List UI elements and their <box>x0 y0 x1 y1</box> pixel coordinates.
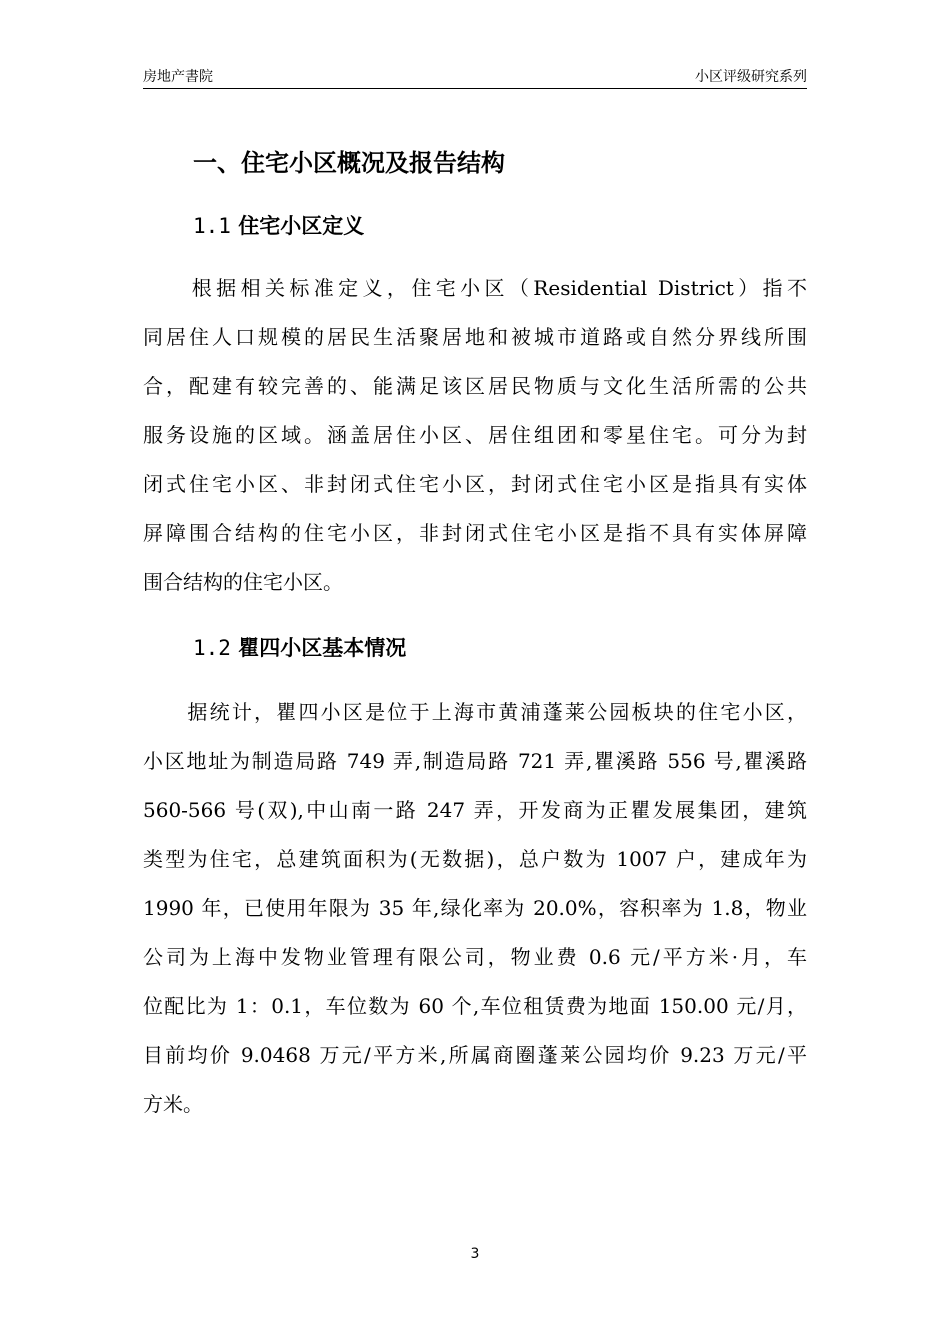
header-series: 小区评级研究系列 <box>695 69 807 85</box>
paragraph-line: 据统计，瞿四小区是位于上海市黄浦蓬莱公园板块的住宅小区， <box>143 700 807 724</box>
paragraph-line: 屏障围合结构的住宅小区，非封闭式住宅小区是指不具有实体屏障 <box>143 521 807 545</box>
paragraph-line: 位配比为 1：0.1，车位数为 60 个,车位租赁费为地面 150.00 元/月， <box>143 994 807 1018</box>
section-heading-text: 住宅小区定义 <box>238 214 365 238</box>
paragraph-line: 围合结构的住宅小区。 <box>143 570 343 594</box>
paragraph-line: 小区地址为制造局路 749 弄,制造局路 721 弄,瞿溪路 556 号,瞿溪路 <box>143 749 807 773</box>
paragraph-line: 类型为住宅，总建筑面积为(无数据)，总户数为 1007 户，建成年为 <box>143 847 807 871</box>
paragraph-line: 方米。 <box>143 1092 203 1116</box>
header-publisher: 房地产書院 <box>143 69 213 85</box>
section-title-1-2 <box>193 630 406 666</box>
paragraph-line: 同居住人口规模的居民生活聚居地和被城市道路或自然分界线所围 <box>143 325 807 349</box>
section-title-1-1 <box>193 208 364 244</box>
section-number: 1.2 <box>193 636 231 660</box>
section-number: 1.1 <box>193 214 231 238</box>
paragraph-line: 服务设施的区域。涵盖居住小区、居住组团和零星住宅。可分为封 <box>143 423 807 447</box>
paragraph-line: 合，配建有较完善的、能满足该区居民物质与文化生活所需的公共 <box>143 374 807 398</box>
basic-info-paragraph <box>143 688 807 1129</box>
chapter-title: 一、住宅小区概况及报告结构 <box>193 149 505 177</box>
paragraph-line: 根据相关标准定义，住宅小区（Residential District）指不 <box>143 276 807 300</box>
page-number: 3 <box>470 1246 480 1262</box>
definition-paragraph <box>143 264 807 607</box>
section-heading-text: 瞿四小区基本情况 <box>238 636 407 660</box>
paragraph-line: 目前均价 9.0468 万元/平方米,所属商圈蓬莱公园均价 9.23 万元/平 <box>143 1043 807 1067</box>
paragraph-line: 560-566 号(双),中山南一路 247 弄，开发商为正瞿发展集团，建筑 <box>143 798 807 822</box>
paragraph-line: 公司为上海中发物业管理有限公司，物业费 0.6 元/平方米·月，车 <box>143 945 807 969</box>
page-header <box>143 66 807 89</box>
paragraph-line: 闭式住宅小区、非封闭式住宅小区，封闭式住宅小区是指具有实体 <box>143 472 807 496</box>
paragraph-line: 1990 年，已使用年限为 35 年,绿化率为 20.0%，容积率为 1.8，物业 <box>143 896 807 920</box>
